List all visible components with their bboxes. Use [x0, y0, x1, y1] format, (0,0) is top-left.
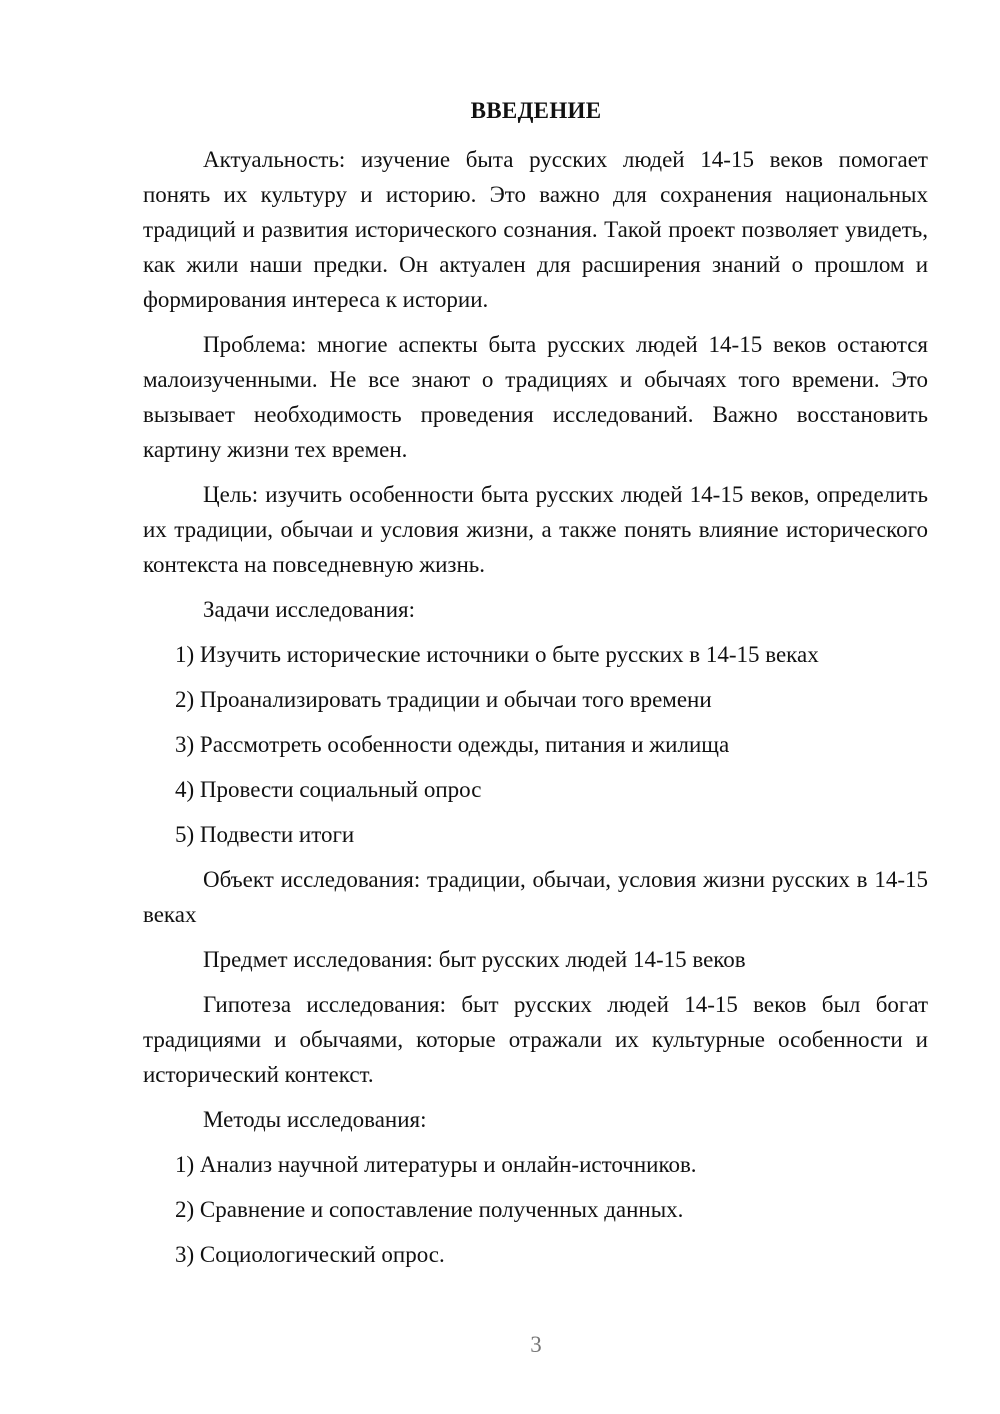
tasks-heading: Задачи исследования: [203, 597, 416, 622]
page-title: ВВЕДЕНИЕ [470, 98, 602, 123]
method-item: 1) Анализ научной литературы и онлайн-источников. [175, 1152, 697, 1177]
subject-paragraph: Предмет исследования: быт русских людей 14-15 веков [203, 947, 746, 972]
task-item: 1) Изучить исторические источники о быте русских в 14-15 веках [175, 642, 819, 667]
task-item: 5) Подвести итоги [175, 822, 355, 847]
methods-list [143, 1147, 928, 1272]
method-item: 2) Сравнение и сопоставление полученных данных. [175, 1197, 684, 1222]
problem-paragraph: Проблема: многие аспекты быта русских людей 14-15 веков остаются малоизученными. Не все знают о традициях и обычаях того времени. Это вызывает необходимость проведения исследований. Важно восстановить картину жизни тех времен. [143, 332, 928, 462]
page-body [143, 142, 928, 1282]
task-item: 3) Рассмотреть особенности одежды, питания и жилища [175, 732, 730, 757]
task-item: 2) Проанализировать традиции и обычаи того времени [175, 687, 712, 712]
hypothesis-paragraph: Гипотеза исследования: быт русских людей 14-15 веков был богат традициями и обычаями, которые отражали их культурные особенности и исторический контекст. [143, 992, 928, 1087]
methods-heading: Методы исследования: [203, 1107, 427, 1132]
method-item: 3) Социологический опрос. [175, 1242, 445, 1267]
tasks-list [143, 637, 928, 852]
task-item: 4) Провести социальный опрос [175, 777, 482, 802]
goal-paragraph: Цель: изучить особенности быта русских людей 14-15 веков, определить их традиции, обычаи и условия жизни, а также понять влияние исторического контекста на повседневную жизнь. [143, 482, 928, 577]
page-number: 3 [530, 1332, 542, 1357]
relevance-paragraph: Актуальность: изучение быта русских людей 14-15 веков помогает понять их культуру и историю. Это важно для сохранения национальных традиций и развития исторического сознания. Такой проект позволяет увидеть, как жили наши предки. Он актуален для расширения знаний о прошлом и формирования интереса к истории. [143, 147, 928, 312]
object-paragraph: Объект исследования: традиции, обычаи, условия жизни русских в 14-15 веках [143, 867, 928, 927]
